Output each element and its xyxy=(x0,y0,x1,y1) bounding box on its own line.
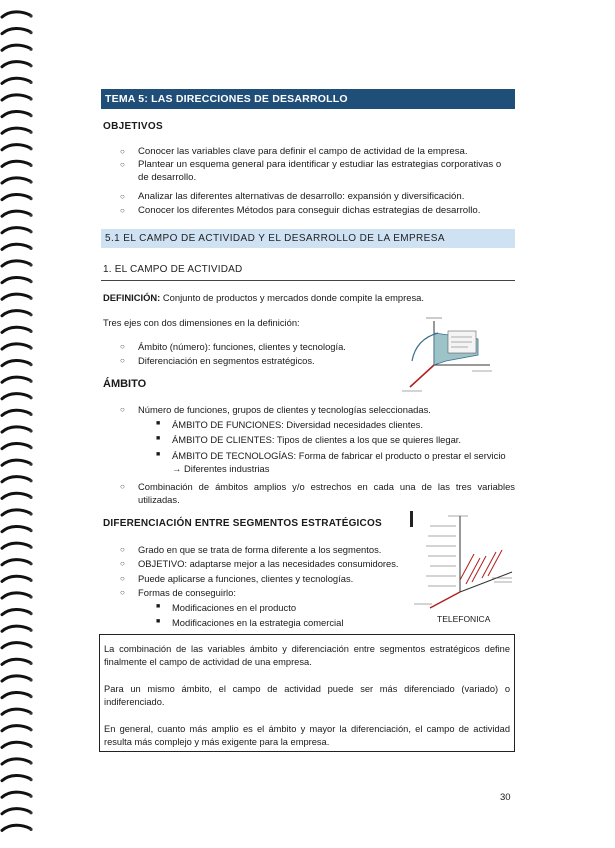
spiral-coil xyxy=(2,576,30,581)
ambito-item: Combinación de ámbitos amplios y/o estrechos en cada una de las tres variables xyxy=(138,481,515,492)
spiral-coil xyxy=(2,45,30,50)
diferenciacion-heading: DIFERENCIACIÓN ENTRE SEGMENTOS ESTRATÉGICOS xyxy=(103,518,382,529)
ambito-sub-item: ÁMBITO DE FUNCIONES: Diversidad necesidades clientes. xyxy=(172,419,423,430)
binding-hole xyxy=(29,778,32,781)
definicion-label: DEFINICIÓN: xyxy=(103,292,161,303)
binding-hole xyxy=(29,97,32,100)
spiral-coil xyxy=(2,327,30,332)
chapter-title-bar: TEMA 5: LAS DIRECCIONES DE DESARROLLO xyxy=(101,89,515,109)
binding-hole xyxy=(29,64,32,67)
spiral-coil xyxy=(2,78,30,83)
ambito-sub-item: ÁMBITO DE CLIENTES: Tipos de clientes a los que se quieres llegar. xyxy=(172,434,462,445)
spiral-coil xyxy=(2,311,30,316)
binding-hole xyxy=(29,546,32,549)
binding-hole xyxy=(29,595,32,598)
objetivo-item-cont: de desarrollo. xyxy=(138,172,197,183)
binding-hole xyxy=(29,413,32,416)
subsection-rule xyxy=(101,280,515,281)
spiral-coil xyxy=(2,294,30,299)
spiral-coil xyxy=(2,626,30,631)
bullet-circle-icon: ○ xyxy=(120,147,125,156)
spiral-coil xyxy=(2,12,30,17)
subsection-heading: 1. EL CAMPO DE ACTIVIDAD xyxy=(103,264,243,275)
summary-paragraph: La combinación de las variables ámbito y diferenciación entre segmentos estratégicos define finalmente el campo de actividad de una empresa. xyxy=(104,644,510,667)
bullet-square-icon: ■ xyxy=(156,420,161,427)
binding-hole xyxy=(29,131,32,134)
bullet-circle-icon: ○ xyxy=(120,342,125,351)
spiral-coil xyxy=(2,261,30,266)
spiral-coil xyxy=(2,477,30,482)
bullet-circle-icon: ○ xyxy=(120,559,125,568)
ambito-item-cont: utilizadas. xyxy=(138,494,180,505)
spiral-coil xyxy=(2,510,30,515)
spiral-coil xyxy=(2,244,30,249)
spiral-coil xyxy=(2,709,30,714)
spiral-coil xyxy=(2,194,30,199)
binding-hole xyxy=(29,712,32,715)
bullet-circle-icon: ○ xyxy=(120,160,125,169)
objetivos-heading: OBJETIVOS xyxy=(103,121,163,132)
section-title-bar: 5.1 EL CAMPO DE ACTIVIDAD Y EL DESARROLLO DE LA EMPRESA xyxy=(101,229,515,248)
summary-paragraph: Para un mismo ámbito, el campo de actividad puede ser más diferenciado (variado) o indiferenciado. xyxy=(104,684,510,707)
diferenciacion-item: Grado en que se trata de forma diferente a los segmentos. xyxy=(138,544,382,555)
spiral-coil xyxy=(2,659,30,664)
binding-hole xyxy=(29,280,32,283)
spiral-coil xyxy=(2,775,30,780)
spiral-coil xyxy=(2,742,30,747)
binding-hole xyxy=(29,330,32,333)
spiral-coil xyxy=(2,560,30,565)
binding-hole xyxy=(29,180,32,183)
binding-hole xyxy=(29,479,32,482)
binding-hole xyxy=(29,313,32,316)
spiral-binding xyxy=(0,0,40,848)
binding-hole xyxy=(29,761,32,764)
spiral-coil xyxy=(2,377,30,382)
binding-hole xyxy=(29,197,32,200)
binding-hole xyxy=(29,247,32,250)
spiral-coil xyxy=(2,394,30,399)
binding-hole xyxy=(29,529,32,532)
spiral-coil xyxy=(2,643,30,648)
eje-item: Diferenciación en segmentos estratégicos. xyxy=(138,355,315,366)
binding-hole xyxy=(29,695,32,698)
binding-hole xyxy=(29,214,32,217)
tres-ejes-text: Tres ejes con dos dimensiones en la definición: xyxy=(103,317,300,328)
binding-hole xyxy=(29,562,32,565)
spiral-coil xyxy=(2,676,30,681)
spiral-coil xyxy=(2,809,30,814)
spiral-coil xyxy=(2,493,30,498)
bullet-square-icon: ■ xyxy=(156,603,161,610)
binding-hole xyxy=(29,429,32,432)
binding-hole xyxy=(29,496,32,499)
binding-hole xyxy=(29,346,32,349)
bullet-square-icon: ■ xyxy=(156,435,161,442)
binding-hole xyxy=(29,396,32,399)
bullet-circle-icon: ○ xyxy=(120,574,125,583)
bullet-circle-icon: ○ xyxy=(120,588,125,597)
ambito-heading: ÁMBITO xyxy=(103,378,147,390)
spiral-coil xyxy=(2,443,30,448)
spiral-coil xyxy=(2,28,30,33)
bullet-circle-icon: ○ xyxy=(120,405,125,414)
spiral-coil xyxy=(2,145,30,150)
spiral-coil xyxy=(2,178,30,183)
bullet-square-icon: ■ xyxy=(156,451,161,458)
spiral-coil xyxy=(2,692,30,697)
binding-hole xyxy=(29,380,32,383)
spiral-coil xyxy=(2,211,30,216)
spiral-coil xyxy=(2,161,30,166)
spiral-coil xyxy=(2,344,30,349)
binding-hole xyxy=(29,795,32,798)
spiral-coil xyxy=(2,543,30,548)
spiral-coil xyxy=(2,526,30,531)
definicion-line xyxy=(103,292,424,305)
spiral-coil xyxy=(2,128,30,133)
binding-hole xyxy=(29,230,32,233)
spiral-coil xyxy=(2,825,30,830)
binding-hole xyxy=(29,14,32,17)
objetivo-item: Conocer las variables clave para definir el campo de actividad de la empresa. xyxy=(138,146,468,157)
ambito-sub-item-cont: → Diferentes industrias xyxy=(172,463,270,474)
bullet-circle-icon: ○ xyxy=(120,206,125,215)
binding-hole xyxy=(29,446,32,449)
binding-hole xyxy=(29,263,32,266)
bullet-circle-icon: ○ xyxy=(120,192,125,201)
binding-hole xyxy=(29,297,32,300)
eje-item: Ámbito (número): funciones, clientes y tecnología. xyxy=(138,341,346,352)
binding-hole xyxy=(29,81,32,84)
diferenciacion-item: Formas de conseguirlo: xyxy=(138,587,236,598)
bullet-circle-icon: ○ xyxy=(120,356,125,365)
spiral-coil xyxy=(2,410,30,415)
bullet-circle-icon: ○ xyxy=(120,545,125,554)
spiral-coil xyxy=(2,460,30,465)
spiral-coil xyxy=(2,111,30,116)
binding-hole xyxy=(29,645,32,648)
ambito-sub-item: ÁMBITO DE TECNOLOGÍAS: Forma de fabricar el producto o prestar el servicio xyxy=(172,450,506,461)
spiral-coil xyxy=(2,792,30,797)
binding-hole xyxy=(29,678,32,681)
spiral-coil xyxy=(2,427,30,432)
objetivo-item: Analizar las diferentes alternativas de desarrollo: expansión y diversificación. xyxy=(138,191,465,202)
binding-hole xyxy=(29,579,32,582)
spiral-coil xyxy=(2,95,30,100)
binding-hole xyxy=(29,463,32,466)
objetivo-item: Conocer los diferentes Métodos para conseguir dichas estrategias de desarrollo. xyxy=(138,205,481,216)
binding-hole xyxy=(29,48,32,51)
binding-hole xyxy=(29,811,32,814)
diferenciacion-item: OBJETIVO: adaptarse mejor a las necesidades consumidores. xyxy=(138,558,399,569)
binding-hole xyxy=(29,828,32,831)
spiral-coil xyxy=(2,759,30,764)
binding-hole xyxy=(29,612,32,615)
binding-hole xyxy=(29,114,32,117)
objetivo-item: Plantear un esquema general para identificar y estudiar las estrategias corporativas o xyxy=(138,159,502,170)
summary-paragraph: En general, cuanto más amplio es el ámbito y mayor la diferenciación, el campo de actividad resulta más complejo y más exigente para la empresa. xyxy=(104,724,510,747)
binding-hole xyxy=(29,363,32,366)
binding-hole xyxy=(29,629,32,632)
bullet-square-icon: ■ xyxy=(156,618,161,625)
spiral-coil xyxy=(2,609,30,614)
ambito-item: Número de funciones, grupos de clientes y tecnologías seleccionadas. xyxy=(138,404,431,415)
binding-hole xyxy=(29,745,32,748)
page-number: 30 xyxy=(500,792,511,803)
telefonica-diagram xyxy=(408,510,516,614)
definicion-text: Conjunto de productos y mercados donde compite la empresa. xyxy=(160,292,424,303)
summary-box xyxy=(99,634,515,752)
spiral-coil xyxy=(2,228,30,233)
diferenciacion-sub-item: Modificaciones en la estrategia comercial xyxy=(172,617,344,628)
bullet-circle-icon: ○ xyxy=(120,482,125,491)
binding-hole xyxy=(29,164,32,167)
diferenciacion-item: Puede aplicarse a funciones, clientes y tecnologías. xyxy=(138,573,354,584)
spiral-coil xyxy=(2,277,30,282)
binding-hole xyxy=(29,31,32,34)
spiral-coil xyxy=(2,593,30,598)
binding-hole xyxy=(29,662,32,665)
binding-hole xyxy=(29,147,32,150)
binding-hole xyxy=(29,728,32,731)
spiral-coil xyxy=(2,360,30,365)
telefonica-caption: TELEFONICA xyxy=(437,614,491,624)
tres-ejes-diagram xyxy=(398,315,496,393)
spiral-coil xyxy=(2,62,30,67)
diferenciacion-sub-item: Modificaciones en el producto xyxy=(172,602,297,613)
binding-hole xyxy=(29,512,32,515)
spiral-coil xyxy=(2,726,30,731)
